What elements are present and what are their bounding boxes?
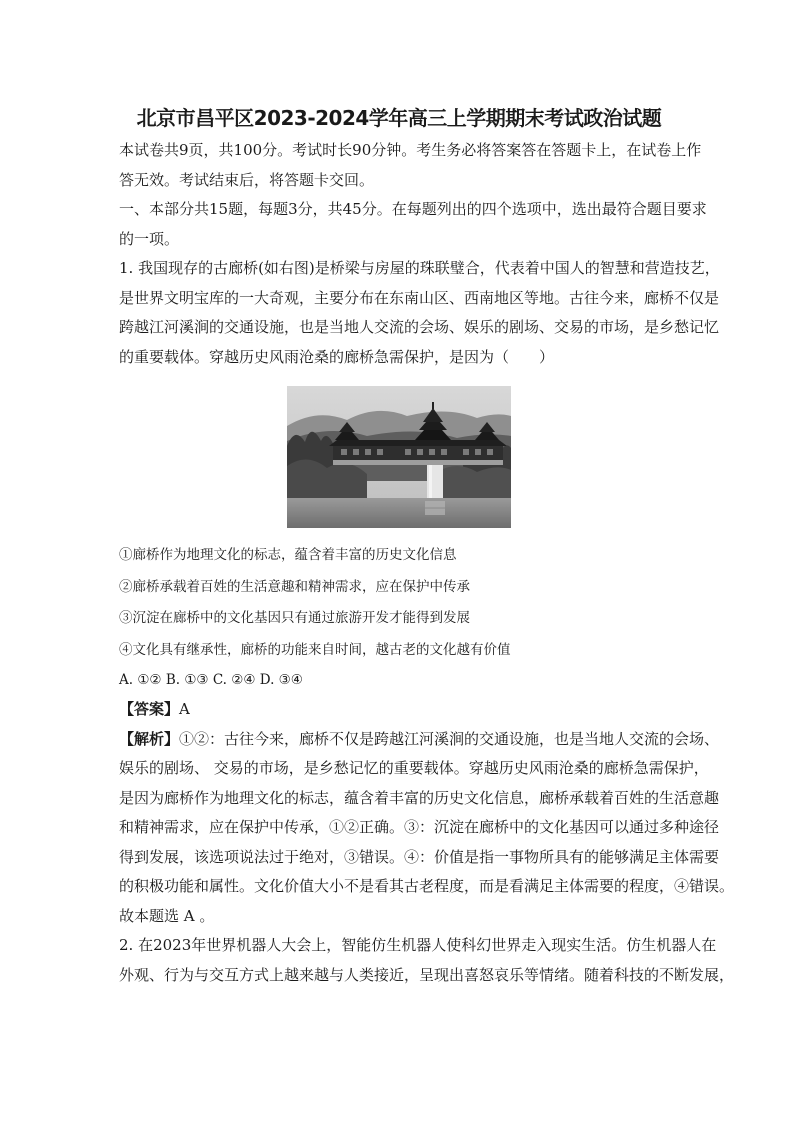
analysis-line: 娱乐的剧场、 交易的市场，是乡愁记忆的重要载体。穿越历史风雨沧桑的廊桥急需保护， xyxy=(119,759,709,777)
intro-line-2: 答无效。考试结束后，将答题卡交回。 xyxy=(119,170,375,189)
question-1-stem-line: 1. 我国现存的古廊桥(如右图)是桥梁与房屋的珠联璧合，代表着中国人的智慧和营造技艺， xyxy=(119,259,720,277)
covered-bridge-photo xyxy=(287,386,511,528)
question-1-stem-line: 跨越江河溪涧的交通设施，也是当地人交流的会场、娱乐的剧场、交易的市场，是乡愁记忆 xyxy=(119,318,720,336)
analysis-line: 和精神需求，应在保护中传承，①②正确。③：沉淀在廊桥中的文化基因可以通过多种途径 xyxy=(119,818,720,836)
question-1-option: ①廊桥作为地理文化的标志，蕴含着丰富的历史文化信息 xyxy=(119,547,457,563)
question-1-stem-line: 的重要载体。穿越历史风雨沧桑的廊桥急需保护，是因为（ ） xyxy=(119,347,555,366)
question-1-option: ④文化具有继承性，廊桥的功能来自时间，越古老的文化越有价值 xyxy=(119,641,511,658)
analysis-line: 得到发展，该选项说法过于绝对，③错误。④：价值是指一事物所具有的能够满足主体需要 xyxy=(119,847,720,866)
answer-line xyxy=(119,695,679,725)
figure-container xyxy=(119,386,679,528)
section-instruction-line-1: 一、本部分共15题，每题3分，共45分。在每题列出的四个选项中，选出最符合题目要求 xyxy=(119,200,707,218)
analysis-label: 【解析】 xyxy=(119,729,180,748)
question-1-option: ③沉淀在廊桥中的文化基因只有通过旅游开发才能得到发展 xyxy=(119,610,470,626)
question-2-stem-line: 外观、行为与交互方式上越来越与人类接近，呈现出喜怒哀乐等情绪。随着科技的不断发展， xyxy=(119,965,735,984)
question-2-stem-line: 2. 在2023年世界机器人大会上，智能仿生机器人使科幻世界走入现实生活。仿生机器人在 xyxy=(119,936,717,954)
answer-value: A xyxy=(179,700,190,718)
analysis-text: ①②：古往今来，廊桥不仅是跨越江河溪涧的交通设施，也是当地人交流的会场、 xyxy=(179,729,720,748)
page-content xyxy=(119,104,735,990)
analysis-line xyxy=(119,725,720,755)
intro-line-1: 本试卷共9页，共100分。考试时长90分钟。考生务必将答案答在答题卡上，在试卷上作 xyxy=(119,141,702,159)
question-1 xyxy=(119,254,735,931)
analysis-line: 故本题选 A 。 xyxy=(119,906,215,925)
analysis-line: 是因为廊桥作为地理文化的标志，蕴含着丰富的历史文化信息，廊桥承载着百姓的生活意趣 xyxy=(119,788,720,807)
question-1-stem-line: 是世界文明宝库的一大奇观，主要分布在东南山区、西南地区等地。古往今来，廊桥不仅是 xyxy=(119,288,720,307)
analysis-line: 的积极功能和属性。文化价值大小不是看其古老程度，而是看满足主体需要的程度，④错误。 xyxy=(119,877,735,895)
page-title: 北京市昌平区2023-2024学年高三上学期期末考试政治试题 xyxy=(136,106,662,130)
question-1-choices: A. ①② B. ①③ C. ②④ D. ③④ xyxy=(119,672,303,688)
section-instruction-line-2: 的一项。 xyxy=(119,229,180,248)
answer-label: 【答案】 xyxy=(119,700,180,718)
question-1-option: ②廊桥承载着百姓的生活意趣和精神需求，应在保护中传承 xyxy=(119,578,470,595)
question-2 xyxy=(119,931,735,990)
